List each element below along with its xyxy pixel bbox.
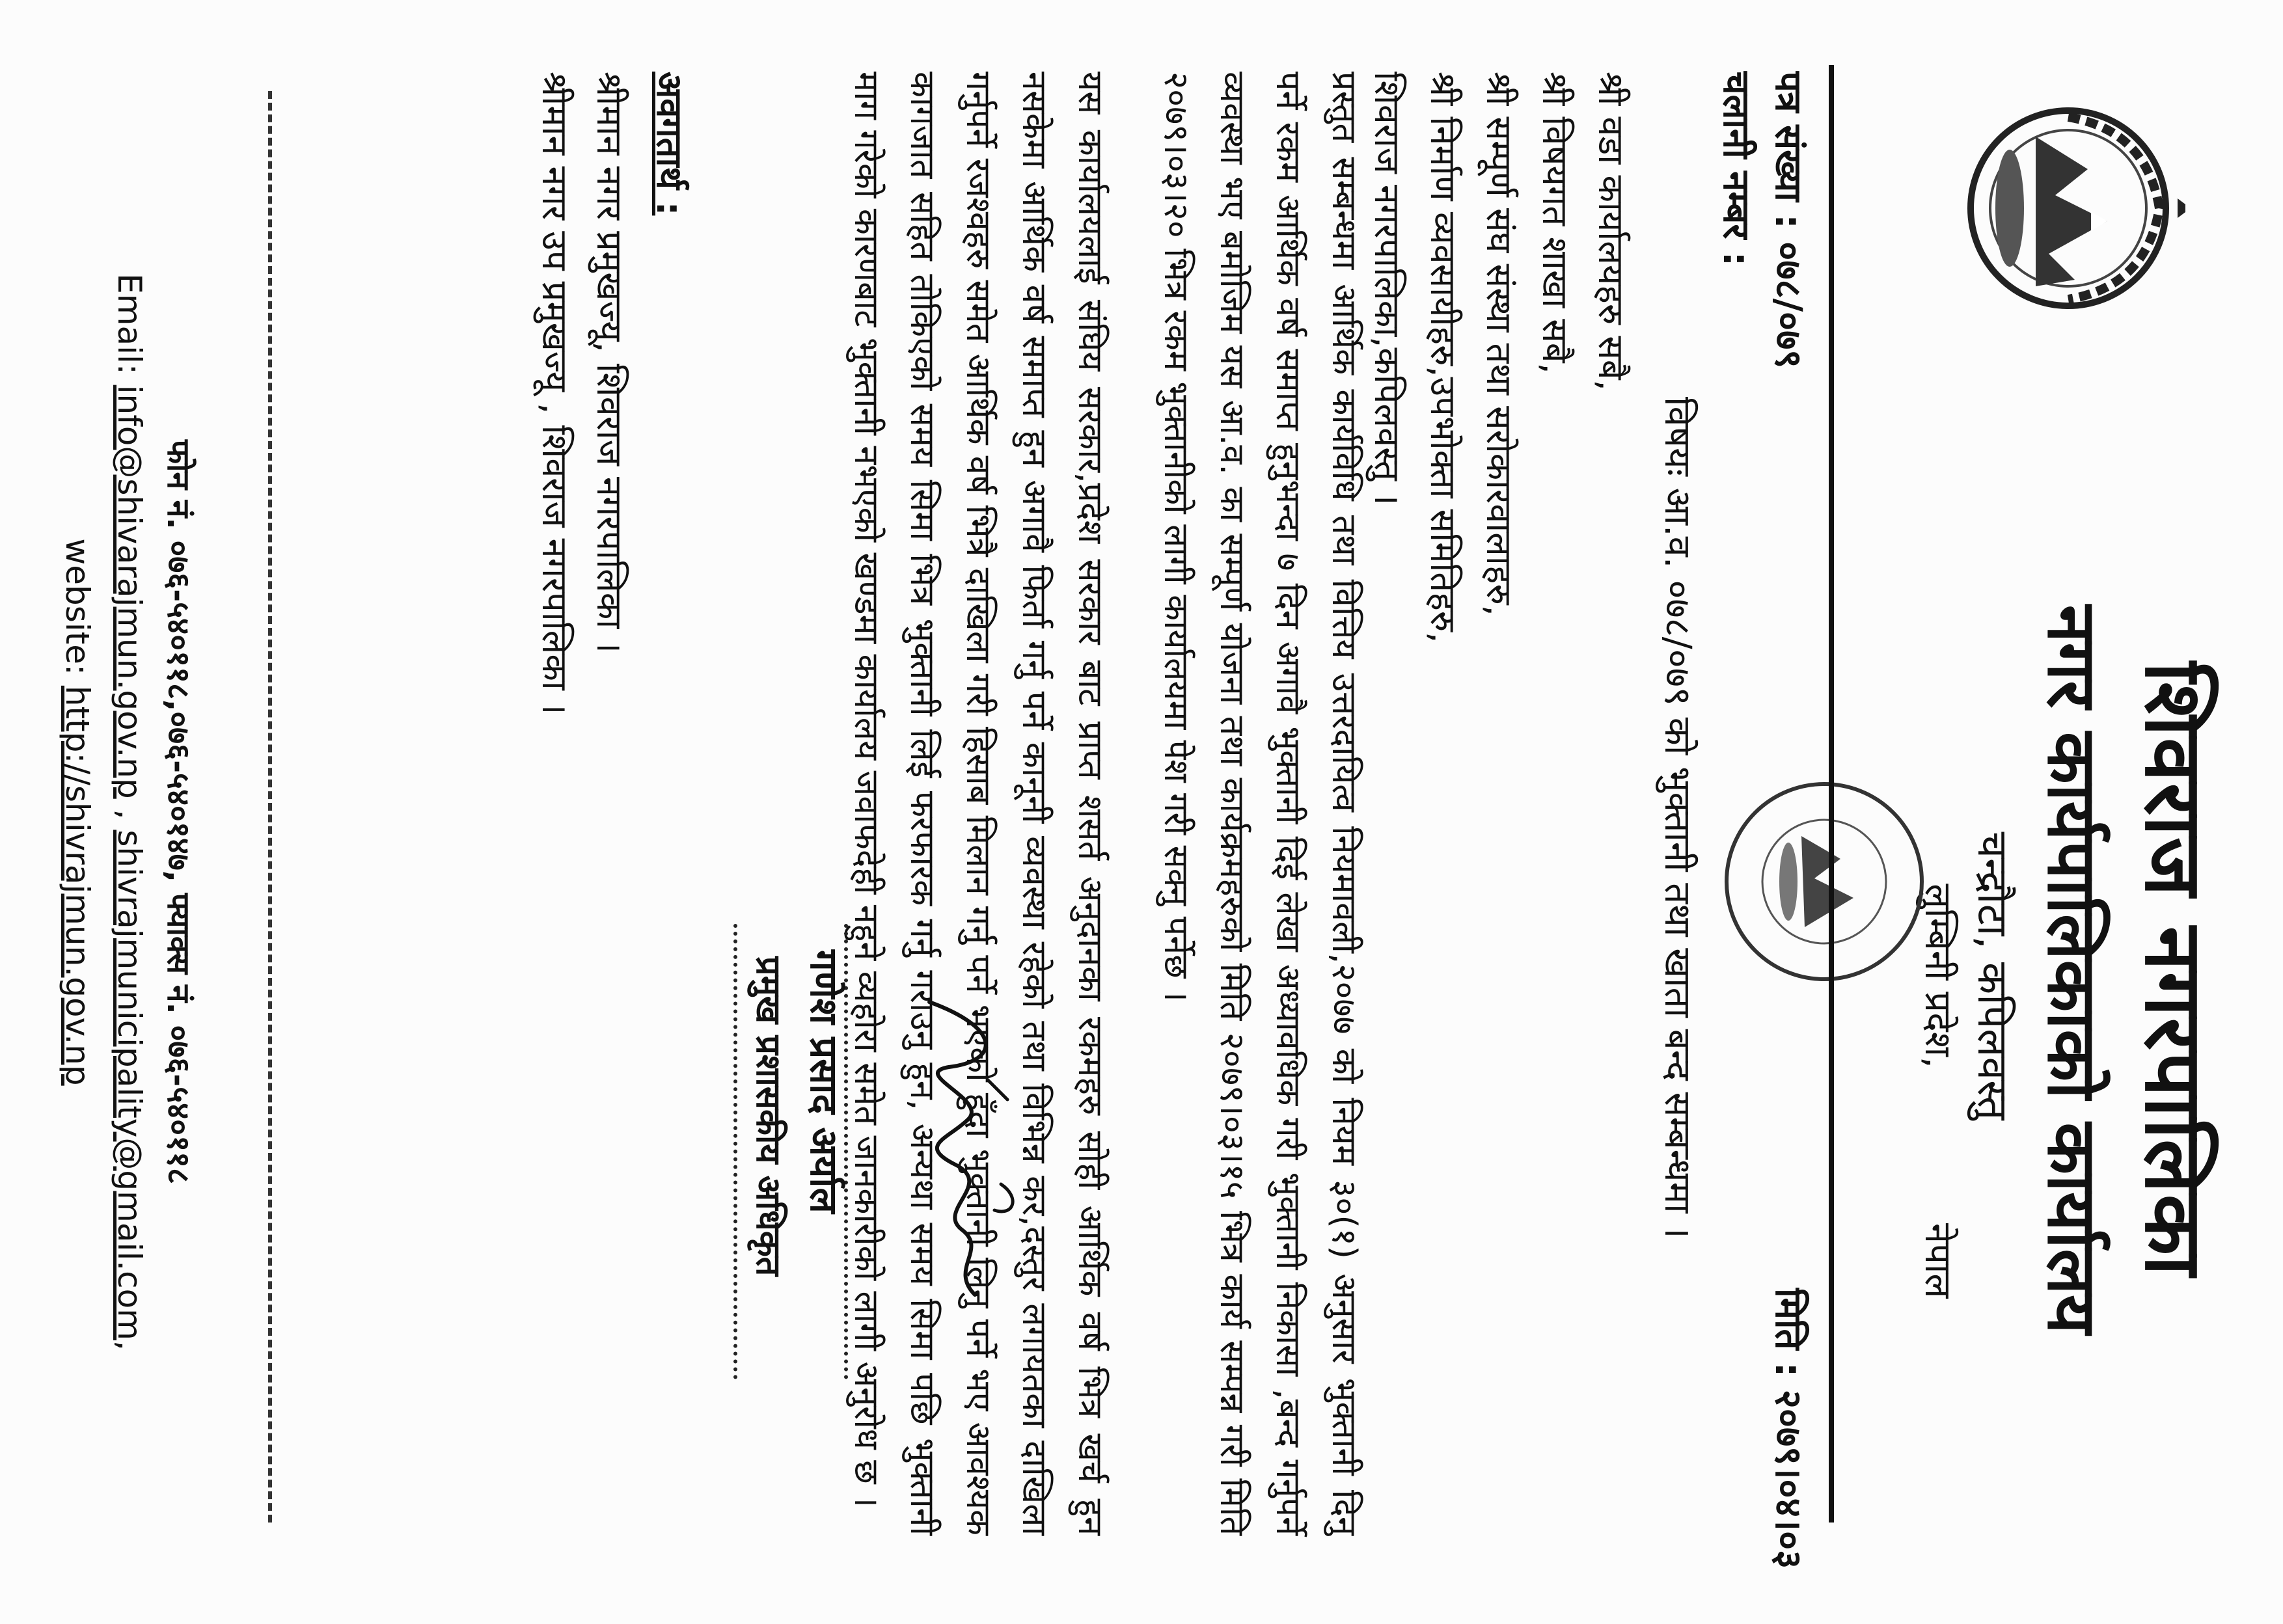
cc-line: श्रीमान नगर प्रमुखज्यू, शिवराज नगरपालिका ।: [589, 72, 630, 653]
recipient-line: श्री निर्माण व्यवसायीहरु,उपभोक्ता समितिहरु,: [1423, 72, 1464, 643]
signature-dotted-line-bottom: [733, 924, 737, 1379]
footer-divider: [268, 91, 272, 1522]
cc-label: अवगतार्थ :: [649, 72, 690, 216]
org-name: शिवराज नगरपालिका: [2127, 662, 2220, 1277]
recipient-line: शिवराज नगरपालिका,कपिलवस्तु ।: [1367, 72, 1408, 506]
website-link[interactable]: http://shivrajmun.gov.np: [59, 685, 96, 1086]
handwritten-signature: [884, 989, 1027, 1327]
dispatch-number: चलानी नम्बर :: [1715, 72, 1757, 267]
footer-website: [59, 0, 96, 1624]
office-name: नगर कार्यपालिकाको कार्यालय: [2032, 604, 2112, 1334]
country: नेपाल: [1917, 1223, 1959, 1299]
nepal-emblem-icon: [1951, 91, 2185, 325]
recipient-line: श्री वडा कार्यालयहरु सबै,: [1591, 72, 1632, 391]
email-link-1[interactable]: info@shivarajmun.gov.np: [111, 385, 148, 799]
header-divider: [1829, 65, 1834, 1522]
address-line-2: लुम्बिनी प्रदेश,: [1917, 884, 1959, 1068]
letter-date: मिति : २०७९।०४।०३: [1767, 1288, 1809, 1569]
body-paragraph-1: प्रस्तुत सम्बन्धमा आर्थिक कार्यविधि तथा वित्तिय उत्तरदायित्व नियमावली,२०७७ को नियम ३०(१) अनुसार भुक्तानी दिनु पर्ने रकम आर्थिक वर्ष समाप्त हुनुभन्दा ७ दिन अगावै भुक्तानी दिई लेखा अध्यावधिक गरी भुक्तानी निकासा ,बन्द गर्नुपर्ने व्यवस्था भए बमोजिम यस आ.व. का सम्पूर्ण योजना तथा कार्यक्रमहरुको मिति २०७९।०३।१५ भित्र कार्य सम्पन्न गरी मिति २०७९।०३।२० भित्र रकम भुक्तानीको लागी कार्यालयमा पेश गरी सक्नु पर्नेछ ।: [1156, 72, 1363, 1536]
signatory-name: गणेश प्रसाद अर्याल: [802, 950, 846, 1213]
website-label: website:: [59, 538, 96, 675]
email-label: Email:: [111, 273, 148, 375]
email-link-2[interactable]: shivrajmunicipality@gmail.com: [111, 830, 148, 1340]
letter-number: पत्र संख्या : ०७८/०७९: [1767, 72, 1809, 369]
recipient-list: [1359, 72, 1639, 1503]
footer-phone: फोन नं. ०७६-५४०११८,०७६-५४०१४७, फ्याक्स नं. ०७६-५४०११८: [160, 440, 197, 1184]
cc-line: श्रीमान नगर उप प्रमुखज्यू , शिवराज नगरपालिका ।: [534, 72, 575, 715]
office-seal-stamp: [1717, 774, 1932, 989]
letter-subject: विषयः आ.व. ०७८/०७९ को भुक्तानी तथा खाता बन्द सम्बन्धमा ।: [1656, 397, 1699, 1239]
body-paragraph-2: यस कार्यालयलाई संघिय सरकार,प्रदेश सरकार बाट प्राप्त शसर्त अनुदानका रकमहरु सोही आर्थिक वर्ष भित्र खर्च हुन नसकेमा आर्थिक वर्ष समाप्त हुन अगावै फिर्ता गर्नु पर्ने कानूनी व्यवस्था रहेको तथा विभिन्न कर,दस्तुर लगायतका दाखिला गर्नुपर्ने रजश्वहरु समेत आर्थिक वर्ष भित्रै दाखिला गरी हिसाब मिलान गर्नु पर्ने भएको हुँदा भुक्तानी लिनु पर्ने भए आवश्यक कागजात सहित तोकिएको समय सिमा भित्र भुक्तानी लिई फरफारक गर्नु गराउनु हुन, अन्यथा समय सिमा पछि भुक्तानी माग गरेको कारणबाट भुक्तानी नभएको खण्डमा कार्यालय जवाफदेही नहुने व्यहोरा समेत जानकारीको लागी अनुरोध छ ।: [847, 72, 1110, 1536]
signatory-title: प्रमुख प्रशासकीय अधिकृत: [748, 956, 787, 1277]
recipient-line: श्री विषयगत शाखा सबै,: [1535, 72, 1576, 374]
recipient-line: श्री सम्पूर्ण संघ संस्था तथा सरोकारवालाहरु,: [1479, 72, 1520, 616]
footer-email: Email: info@shivarajmun.gov.np , shivrajmunicipality@gmail.com,: [111, 273, 148, 1351]
address-line-1: चन्द्रौटा, कपिलवस्तु: [1968, 832, 2016, 1120]
